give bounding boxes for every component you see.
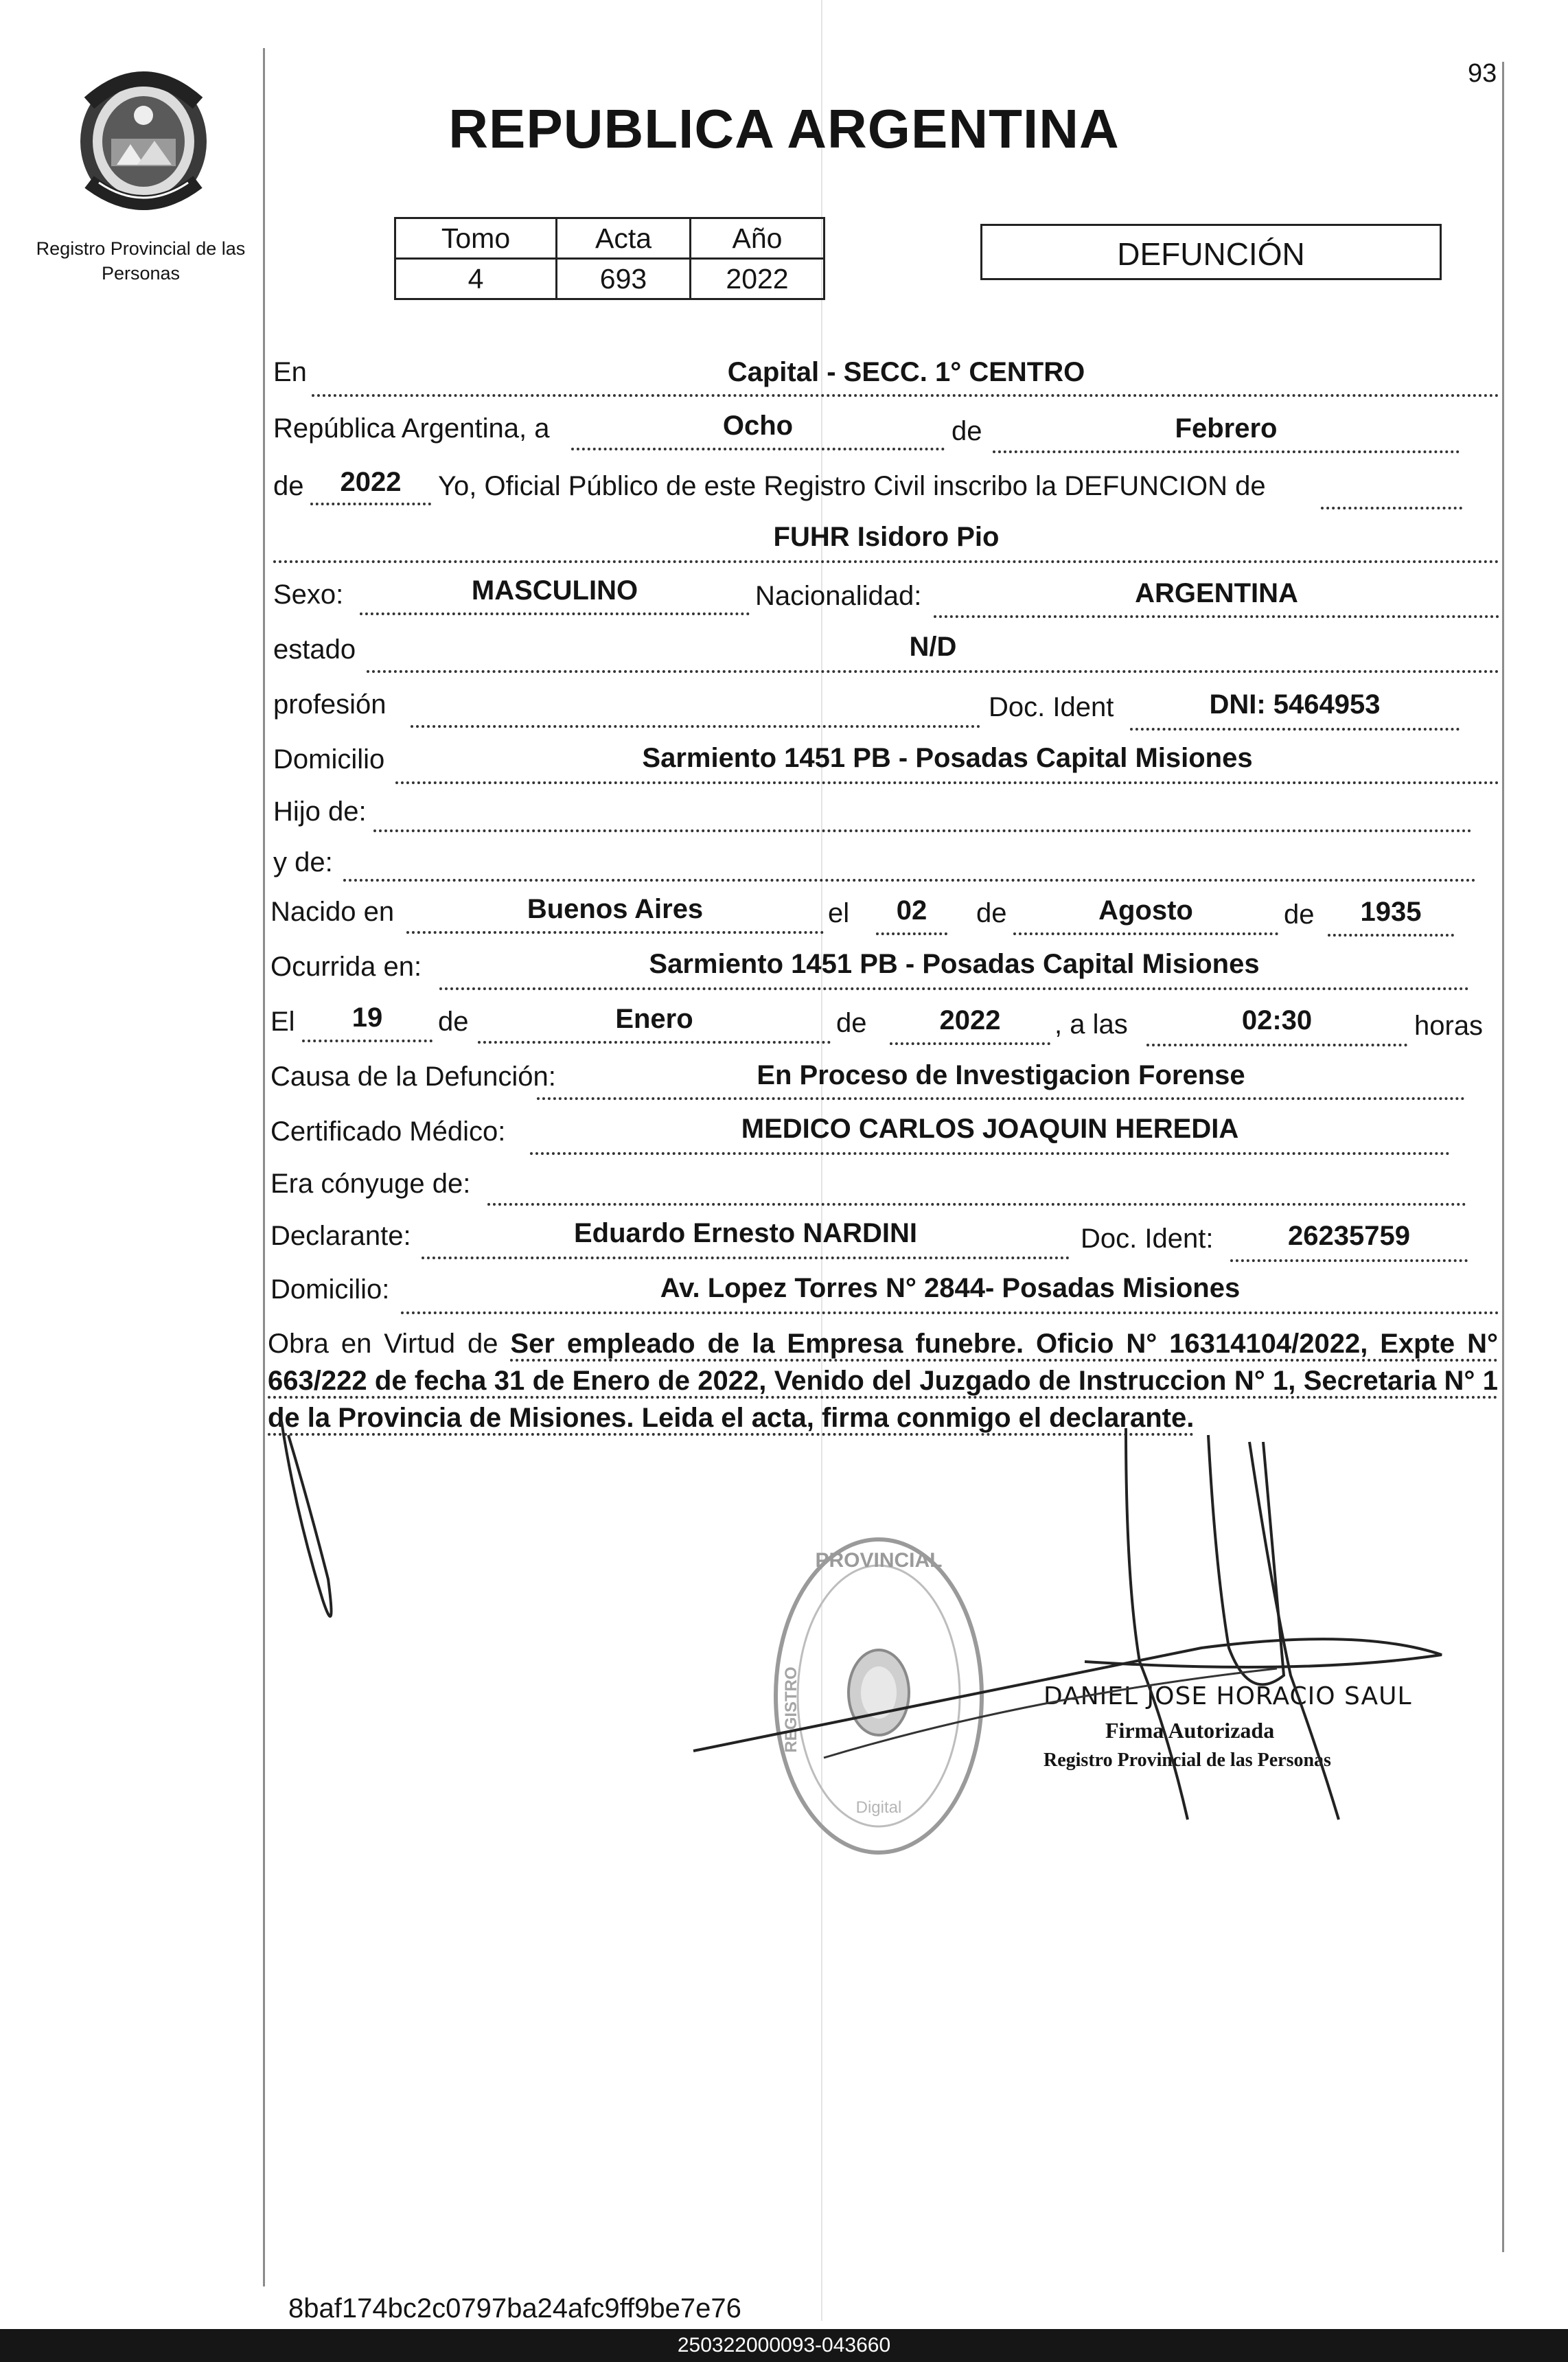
cert-value: MEDICO CARLOS JOAQUIN HEREDIA xyxy=(741,1114,1239,1144)
doc2-underline xyxy=(1230,1259,1468,1262)
conyuge-underline xyxy=(487,1203,1466,1206)
nacionalidad-value: ARGENTINA xyxy=(1135,578,1298,608)
fall-ano-underline xyxy=(890,1042,1050,1045)
de-label: de xyxy=(952,416,982,446)
ano-underline xyxy=(310,503,431,505)
declarante-label: Declarante: xyxy=(270,1221,411,1251)
barcode-strip: 250322000093-043660 xyxy=(0,2329,1568,2362)
nac-mes-underline xyxy=(1013,932,1278,935)
estado-underline xyxy=(367,670,1499,673)
registry-label: Registro Provincial de las Personas xyxy=(36,238,246,284)
doc-underline xyxy=(1130,728,1460,731)
nac-dia-value: 02 xyxy=(896,895,927,926)
causa-underline xyxy=(537,1097,1465,1100)
inscribo-underline xyxy=(1321,507,1462,509)
svg-text:REGISTRO: REGISTRO xyxy=(782,1666,800,1753)
nacido-value: Buenos Aires xyxy=(527,894,704,924)
tomo-header: Tomo xyxy=(395,218,557,259)
signer-registry: Registro Provincial de las Personas xyxy=(1044,1750,1331,1771)
svg-text:Digital: Digital xyxy=(855,1798,902,1817)
causa-value: En Proceso de Investigacion Forense xyxy=(757,1060,1245,1090)
hijo-underline xyxy=(373,829,1472,832)
page-number: 93 xyxy=(1468,59,1497,88)
nacionalidad-label: Nacionalidad: xyxy=(755,581,922,611)
de5-label: de xyxy=(438,1007,469,1037)
domicilio2-label: Domicilio: xyxy=(270,1274,390,1305)
tomo-value: 4 xyxy=(395,259,557,299)
sexo-underline xyxy=(360,612,750,615)
nac-mes-value: Agosto xyxy=(1098,895,1193,926)
cert-underline xyxy=(530,1152,1450,1155)
en-value: Capital - SECC. 1° CENTRO xyxy=(727,357,1085,387)
ocurrida-label: Ocurrida en: xyxy=(270,952,422,982)
fall-ano-value: 2022 xyxy=(939,1005,1001,1035)
page-title: REPUBLICA ARGENTINA xyxy=(448,98,1120,159)
ocurrida-underline xyxy=(439,987,1469,990)
rep-label: República Argentina, a xyxy=(273,413,550,444)
nacido-label: Nacido en xyxy=(270,897,395,927)
mes-value: Febrero xyxy=(1175,413,1278,444)
fall-mes-value: Enero xyxy=(615,1004,693,1034)
obra-value: Ser empleado de la Empresa funebre. Oficio N° 16314104/2022, Expte N° 663/222 de fecha 31 de Enero de 2022, Venido del Juzgado de Instruccion N° 1, Secretaria N° 1 de la Provincia de Misiones. Leida el acta, firma conmigo el declarante. xyxy=(268,1329,1498,1436)
acta-header: Acta xyxy=(557,218,691,259)
domicilio2-value: Av. Lopez Torres N° 2844- Posadas Misiones xyxy=(660,1273,1241,1303)
nacido-underline xyxy=(406,931,824,934)
alas-label: , a las xyxy=(1054,1009,1128,1040)
de4-label: de xyxy=(1284,899,1315,930)
horas-label: horas xyxy=(1414,1011,1484,1041)
doc2-label: Doc. Ident: xyxy=(1081,1224,1214,1254)
domicilio-label: Domicilio xyxy=(273,744,385,775)
causa-label: Causa de la Defunción: xyxy=(270,1062,556,1092)
fall-dia-underline xyxy=(302,1040,433,1042)
domicilio-underline xyxy=(395,781,1499,784)
profesion-underline xyxy=(411,725,980,728)
estado-label: estado xyxy=(273,634,356,665)
conyuge-label: Era cónyuge de: xyxy=(270,1169,471,1199)
signer-name: DANIEL JOSE HORACIO SAUL xyxy=(1044,1682,1412,1710)
fall-hora-value: 02:30 xyxy=(1241,1005,1313,1035)
nac-ano-underline xyxy=(1328,934,1454,937)
dia-underline xyxy=(571,448,945,450)
document-hash: 8baf174bc2c0797ba24afc9ff9be7e76 xyxy=(288,2293,741,2324)
el2-label: El xyxy=(270,1007,295,1037)
ano-registro-value: 2022 xyxy=(340,467,402,497)
nombre-underline xyxy=(273,560,1499,563)
ano-header: Año xyxy=(691,218,825,259)
hijo-label: Hijo de: xyxy=(273,796,367,827)
doc-label: Doc. Ident xyxy=(989,692,1114,722)
obra-paragraph xyxy=(268,1325,1498,1436)
document-type: DEFUNCIÓN xyxy=(980,224,1442,280)
right-margin-line xyxy=(1502,62,1504,2252)
dia-value: Ocho xyxy=(722,411,794,441)
left-margin-line xyxy=(263,48,265,2286)
nombre-value: FUHR Isidoro Pio xyxy=(773,522,1000,552)
fall-dia-value: 19 xyxy=(351,1002,383,1033)
acta-value: 693 xyxy=(557,259,691,299)
de3-label: de xyxy=(976,898,1007,928)
doc2-value: 26235759 xyxy=(1288,1221,1410,1251)
nac-dia-underline xyxy=(876,932,947,935)
de6-label: de xyxy=(836,1008,867,1038)
yde-label: y de: xyxy=(273,847,333,878)
doc-value: DNI: 5464953 xyxy=(1209,689,1381,720)
tomo-acta-table xyxy=(394,217,825,300)
declarante-value: Eduardo Ernesto NARDINI xyxy=(573,1218,918,1248)
ano-value: 2022 xyxy=(691,259,825,299)
declarante-underline xyxy=(422,1257,1070,1259)
signer-title: Firma Autorizada xyxy=(1105,1718,1275,1743)
nacionalidad-underline xyxy=(934,615,1499,618)
svg-text:PROVINCIAL: PROVINCIAL xyxy=(815,1549,943,1572)
fall-hora-underline xyxy=(1146,1044,1407,1046)
sexo-label: Sexo: xyxy=(273,580,344,610)
el-label: el xyxy=(828,898,850,928)
fall-mes-underline xyxy=(478,1041,831,1044)
registry-stamp-icon xyxy=(769,1531,995,1861)
domicilio-value: Sarmiento 1451 PB - Posadas Capital Misiones xyxy=(642,743,1253,773)
profesion-label: profesión xyxy=(273,689,387,720)
mes-underline xyxy=(993,450,1460,453)
sexo-value: MASCULINO xyxy=(471,575,638,606)
ocurrida-value: Sarmiento 1451 PB - Posadas Capital Misiones xyxy=(649,949,1260,979)
domicilio2-underline xyxy=(401,1311,1499,1314)
nac-ano-value: 1935 xyxy=(1360,897,1422,927)
en-underline xyxy=(312,394,1499,397)
fold-line xyxy=(821,0,822,2321)
de2-label: de xyxy=(273,471,304,501)
cert-label: Certificado Médico: xyxy=(270,1116,506,1147)
estado-value: N/D xyxy=(909,632,957,662)
en-label: En xyxy=(273,357,307,387)
yde-underline xyxy=(343,879,1476,882)
inscribo-text: Yo, Oficial Público de este Registro Civil inscribo la DEFUNCION de xyxy=(438,471,1266,501)
obra-label: Obra en Virtud de xyxy=(268,1329,498,1359)
